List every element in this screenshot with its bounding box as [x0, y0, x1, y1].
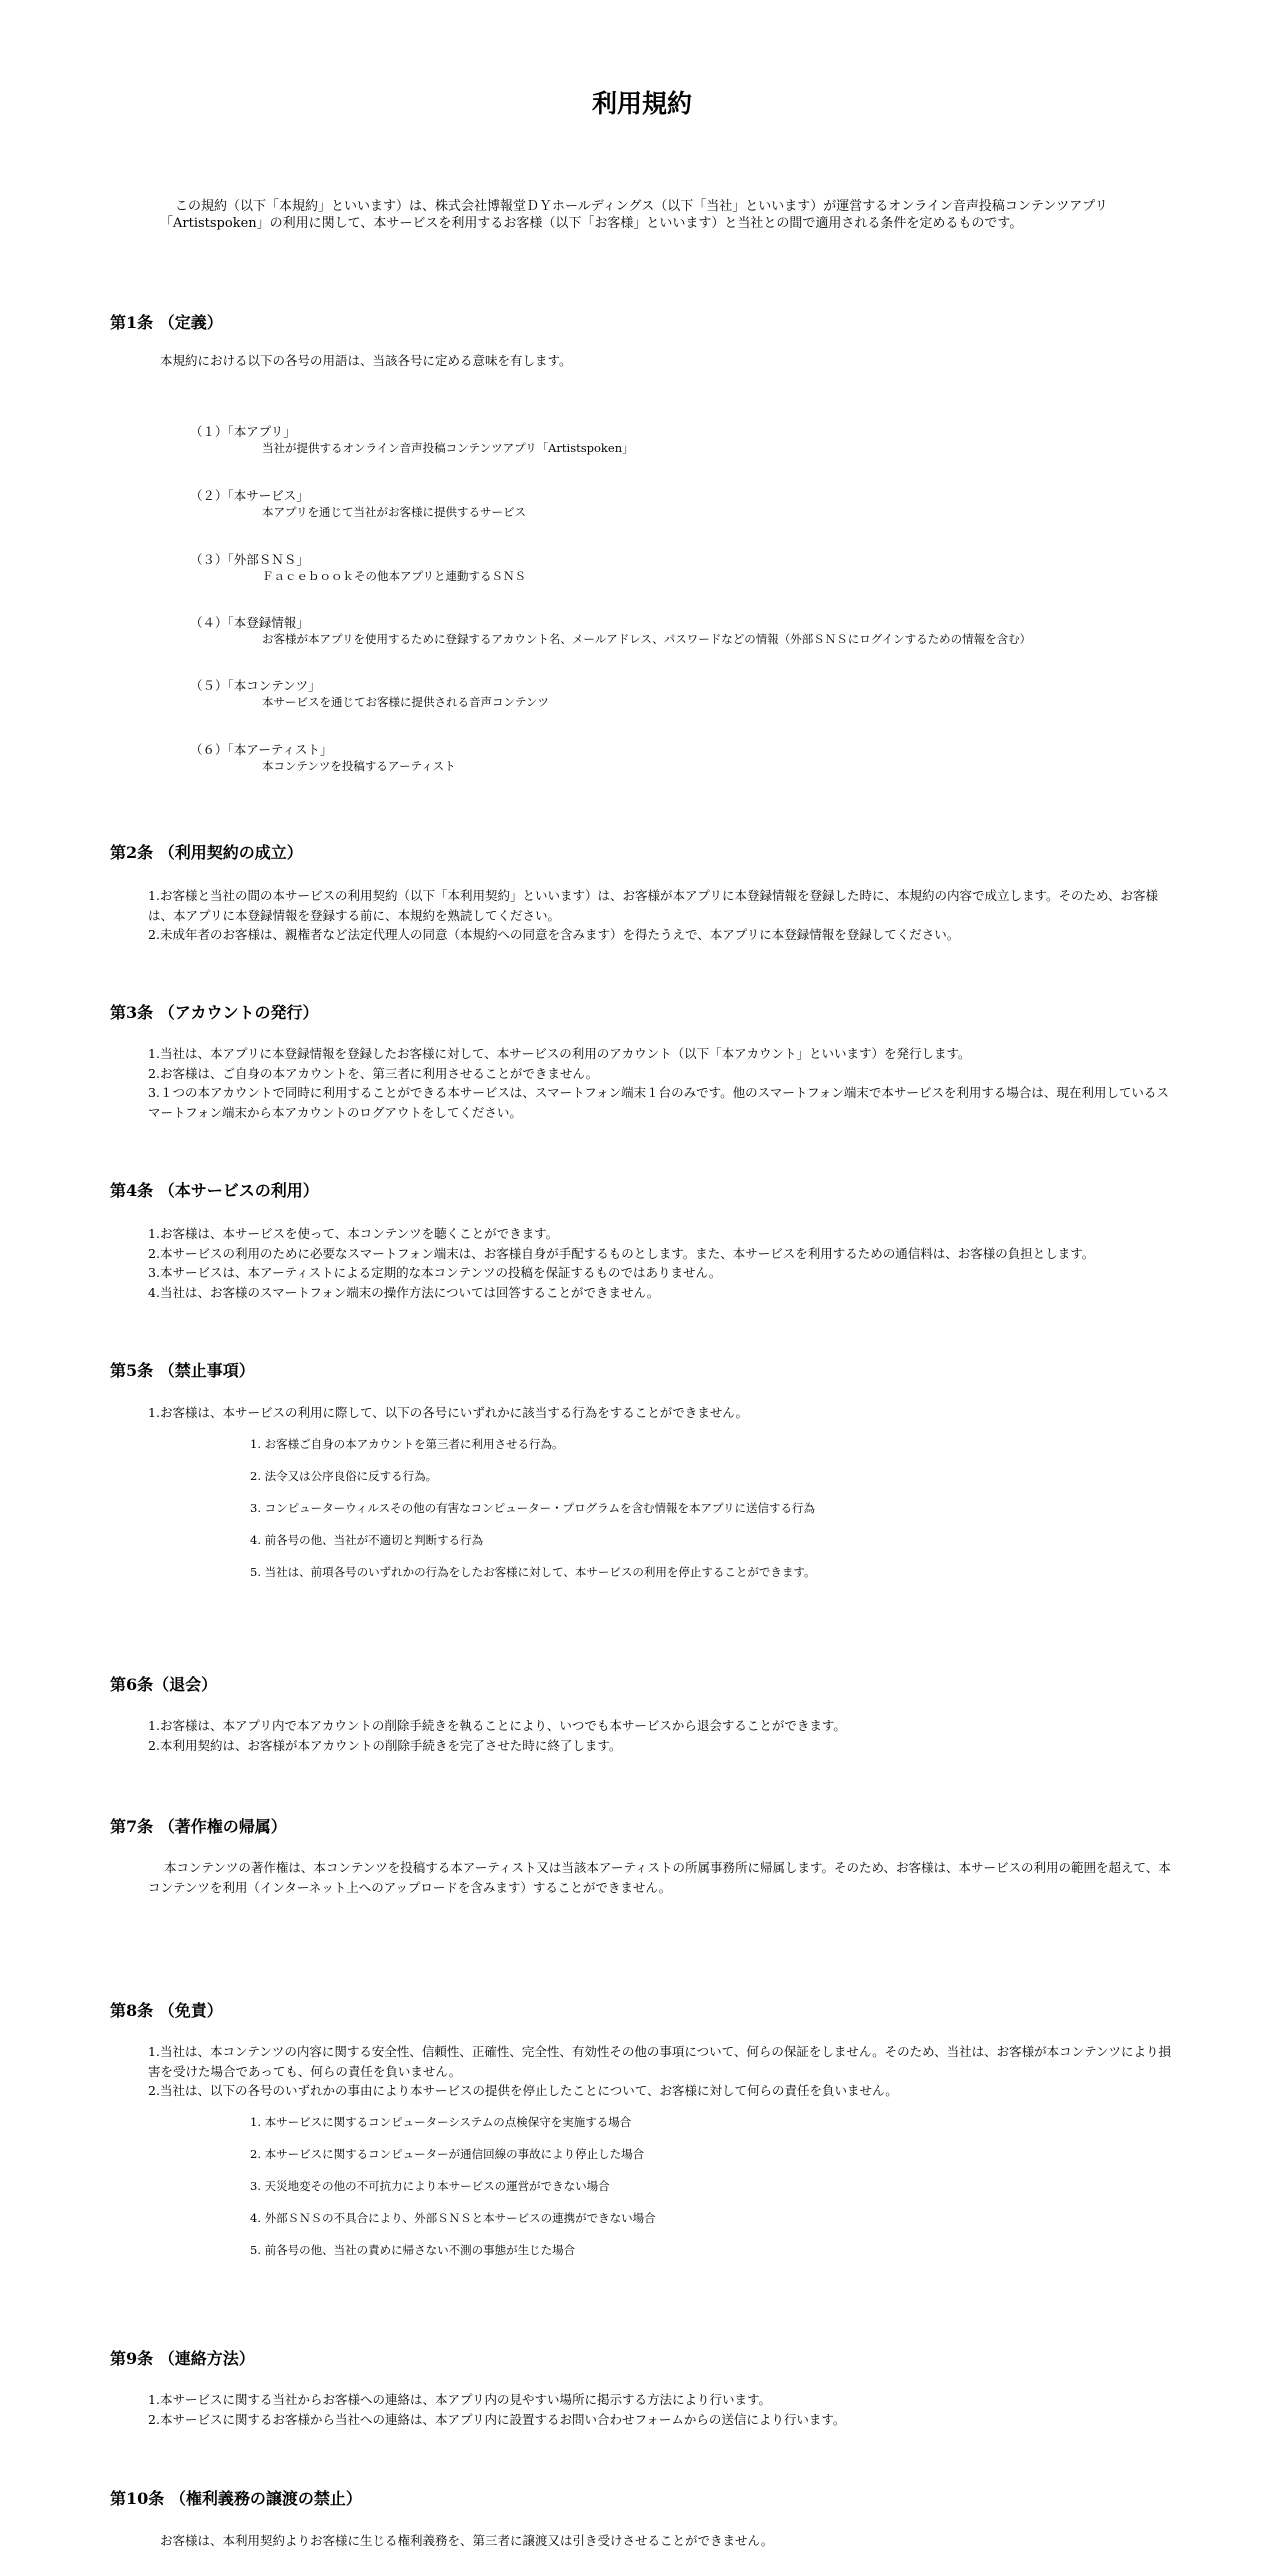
list-item: 4.当社は、お客様のスマートフォン端末の操作方法については回答することができません。: [148, 1284, 660, 1300]
article-5-list: [148, 1403, 1180, 1423]
article-1-lead: 本規約における以下の各号の用語は、当該各号に定める意味を有します。: [160, 353, 572, 368]
list-item: 2.本サービスに関するお客様から当社への連絡は、本アプリ内に設置するお問い合わせフォームからの送信により行います。: [148, 2411, 846, 2427]
article-8-list: [148, 2042, 1180, 2101]
article-3-heading: 第3条 （アカウントの発行）: [110, 1003, 319, 1022]
sub-item: 5. 前各号の他、当社の責めに帰さない不測の事態が生じた場合: [250, 2243, 576, 2257]
article-4-heading: 第4条 （本サービスの利用）: [110, 1181, 319, 1200]
list-item: 1.お客様は、本サービスの利用に際して、以下の各号にいずれかに該当する行為をすることができません。: [148, 1405, 748, 1420]
article-4-list: [148, 1224, 1180, 1302]
list-item: 1.お客様は、本アプリ内で本アカウントの削除手続きを執ることにより、いつでも本サービスから退会することができます。: [148, 1718, 846, 1733]
list-item: 1.当社は、本コンテンツの内容に関する安全性、信頼性、正確性、完全性、有効性その他の事項について、何らの保証をしません。そのため、当社は、お客様が本コンテンツにより損害を受けた場合であっても、何らの責任を負いません。: [148, 2044, 1171, 2079]
definition-item: [190, 742, 456, 774]
definition-term: （１）「本アプリ」: [190, 424, 296, 439]
article-1-heading: 第1条 （定義）: [110, 313, 223, 332]
list-item: 1.お客様は、本サービスを使って、本コンテンツを聴くことができます。: [148, 1226, 559, 1241]
definition-desc: 本アプリを通じて当社がお客様に提供するサービス: [262, 505, 527, 519]
definition-term: （２）「本サービス」: [190, 488, 309, 503]
article-3-list: [148, 1044, 1180, 1122]
sub-item: 3. コンピューターウィルスその他の有害なコンピューター・プログラムを含む情報を本アプリに送信する行為: [250, 1501, 816, 1515]
definition-item: [190, 488, 526, 520]
sub-item: 2. 本サービスに関するコンピューターが通信回線の事故により停止した場合: [250, 2147, 645, 2161]
article-2-heading: 第2条 （利用契約の成立）: [110, 843, 303, 862]
definition-desc: Ｆａｃｅｂｏｏｋその他本アプリと連動するＳＮＳ: [262, 569, 527, 583]
page-title: 利用規約: [591, 89, 692, 118]
list-item: 3.１つの本アカウントで同時に利用することができる本サービスは、スマートフォン端末１台のみです。他のスマートフォン端末で本サービスを利用する場合は、現在利用しているスマートフォン端末から本アカウントのログアウトをしてください。: [148, 1085, 1169, 1120]
article-2-list: [148, 886, 1180, 945]
list-item: 1.本サービスに関する当社からお客様への連絡は、本アプリ内の見やすい場所に掲示する方法により行います。: [148, 2392, 771, 2407]
sub-item: 1. お客様ご自身の本アカウントを第三者に利用させる行為。: [250, 1437, 564, 1451]
article-10-heading: 第10条 （権利義務の譲渡の禁止）: [110, 2489, 362, 2508]
sub-item: 5. 当社は、前項各号のいずれかの行為をしたお客様に対して、本サービスの利用を停止することができます。: [250, 1565, 816, 1579]
article-6-heading: 第6条（退会）: [110, 1675, 218, 1694]
definition-item: [190, 424, 634, 456]
definition-term: （４）「本登録情報」: [190, 615, 309, 630]
definition-desc: 当社が提供するオンライン音声投稿コンテンツアプリ「Artistspoken」: [262, 441, 634, 455]
list-item: 2.本サービスの利用のために必要なスマートフォン端末は、お客様自身が手配するものとします。また、本サービスを利用するための通信料は、お客様の負担とします。: [148, 1245, 1095, 1261]
article-10-text: お客様は、本利用契約よりお客様に生じる権利義務を、第三者に譲渡又は引き受けさせることができません。: [160, 2533, 774, 2548]
list-item: 1.当社は、本アプリに本登録情報を登録したお客様に対して、本サービスの利用のアカウント（以下「本アカウント」といいます）を発行します。: [148, 1046, 971, 1061]
list-item: 2.当社は、以下の各号のいずれかの事由により本サービスの提供を停止したことについて、お客様に対して何らの責任を負いません。: [148, 2083, 898, 2098]
definition-item: [190, 615, 1031, 647]
definition-desc: 本サービスを通じてお客様に提供される音声コンテンツ: [262, 695, 549, 709]
article-5-heading: 第5条 （禁止事項）: [110, 1361, 255, 1380]
list-item: 3.本サービスは、本アーティストによる定期的な本コンテンツの投稿を保証するものではありません。: [148, 1265, 722, 1280]
article-6-list: [148, 1716, 1180, 1755]
article-9-list: [148, 2390, 1180, 2429]
list-item: 2.本利用契約は、お客様が本アカウントの削除手続きを完了させた時に終了します。: [148, 1737, 622, 1753]
definition-desc: お客様が本アプリを使用するために登録するアカウント名、メールアドレス、パスワードなどの情報（外部ＳＮＳにログインするための情報を含む）: [262, 632, 1032, 646]
sub-item: 2. 法令又は公序良俗に反する行為。: [250, 1469, 438, 1483]
list-item: 2.未成年者のお客様は、親権者など法定代理人の同意（本規約への同意を含みます）を得たうえで、本アプリに本登録情報を登録してください。: [148, 927, 960, 942]
definition-item: [190, 552, 526, 584]
definition-term: （５）「本コンテンツ」: [190, 678, 321, 693]
sub-item: 3. 天災地変その他の不可抗力により本サービスの運営ができない場合: [250, 2179, 610, 2193]
list-item: 2.お客様は、ご自身の本アカウントを、第三者に利用させることができません。: [148, 1065, 599, 1081]
article-8-heading: 第8条 （免責）: [110, 2001, 223, 2020]
definition-item: [190, 678, 549, 710]
definition-term: （６）「本アーティスト」: [190, 742, 333, 757]
sub-item: 1. 本サービスに関するコンピューターシステムの点検保守を実施する場合: [250, 2115, 632, 2129]
definition-term: （３）「外部ＳＮＳ」: [190, 552, 309, 567]
sub-item: 4. 外部ＳＮＳの不具合により、外部ＳＮＳと本サービスの連携ができない場合: [250, 2211, 656, 2225]
definition-desc: 本コンテンツを投稿するアーティスト: [262, 759, 456, 773]
sub-item: 4. 前各号の他、当社が不適切と判断する行為: [250, 1533, 484, 1547]
intro-paragraph: この規約（以下「本規約」といいます）は、株式会社博報堂ＤＹホールディングス（以下「当社」といいます）が運営するオンライン音声投稿コンテンツアプリ「Artistspoken」の利用に関して、本サービスを利用するお客様（以下「お客様」といいます）と当社との間で適用される条件を定めるものです。: [160, 199, 1108, 231]
article-7-heading: 第7条 （著作権の帰属）: [110, 1817, 287, 1836]
article-7-text: 本コンテンツの著作権は、本コンテンツを投稿する本アーティスト又は当該本アーティストの所属事務所に帰属します。そのため、お客様は、本サービスの利用の範囲を超えて、本コンテンツを利用（インターネット上へのアップロードを含みます）することができません。: [148, 1860, 1171, 1895]
article-9-heading: 第9条 （連絡方法）: [110, 2349, 255, 2368]
list-item: 1.お客様と当社の間の本サービスの利用契約（以下「本利用契約」といいます）は、お客様が本アプリに本登録情報を登録した時に、本規約の内容で成立します。そのため、お客様は、本アプリに本登録情報を登録する前に、本規約を熟読してください。: [148, 888, 1158, 923]
